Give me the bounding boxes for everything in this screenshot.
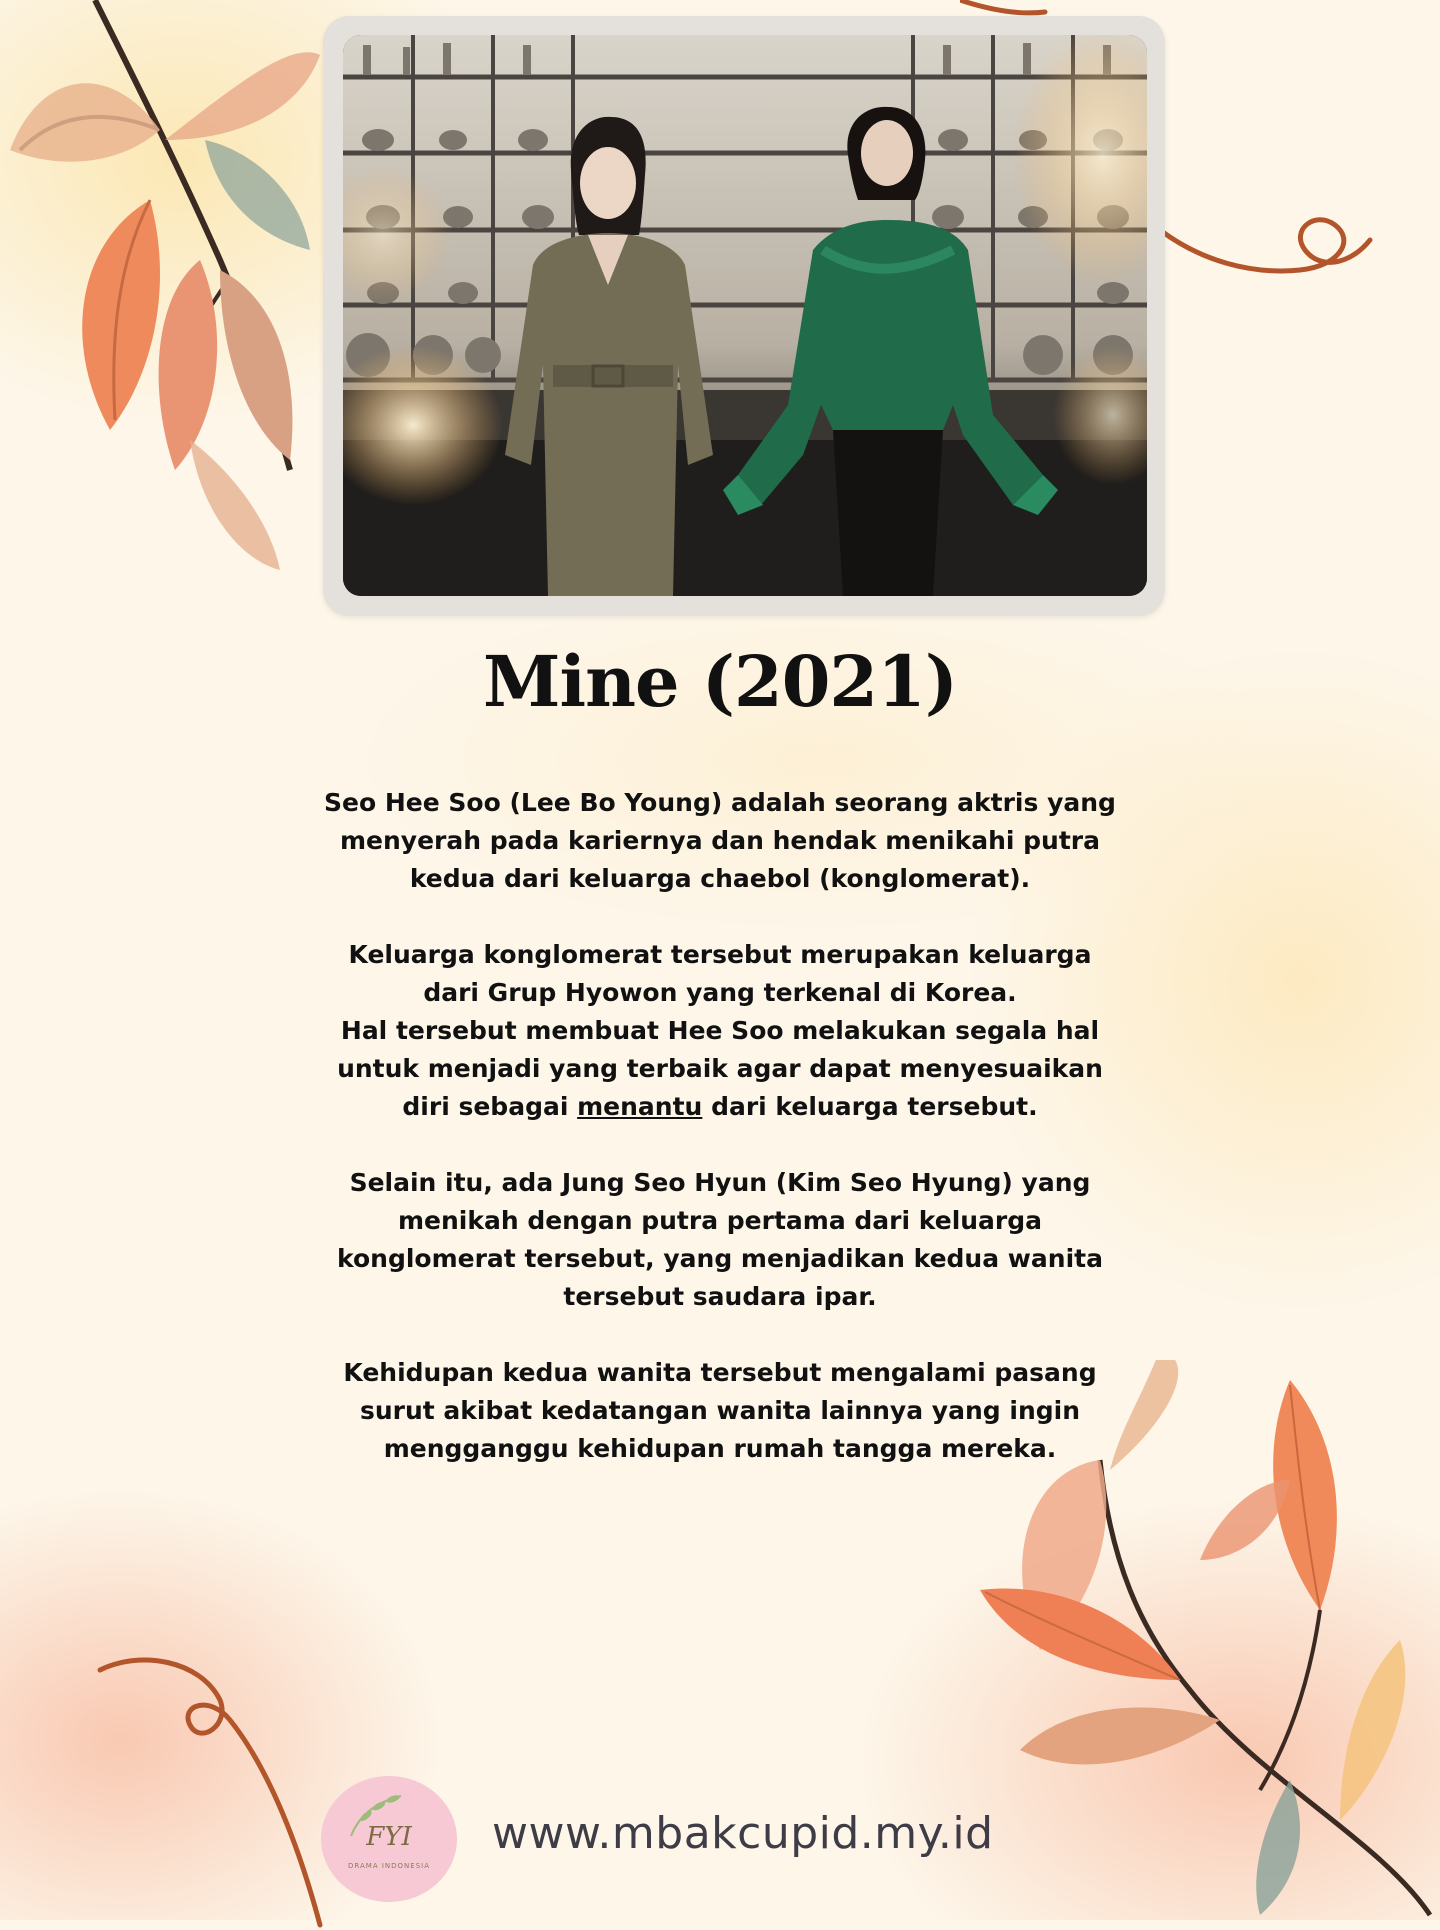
badge-text: FYI [366, 1822, 412, 1852]
page-title: Mine (2021) [483, 640, 957, 723]
fyi-logo-icon [321, 1776, 457, 1902]
vine-swirl-icon [80, 1650, 340, 1930]
poster-photo-illustration [343, 35, 1147, 596]
underlined-word: menantu [577, 1092, 703, 1121]
synopsis-paragraph: Kehidupan kedua wanita tersebut mengalami pasang surut akibat kedatangan wanita lainnya yang ingin mengganggu kehidupan rumah tangga mereka. [343, 1358, 1097, 1463]
leaf-branch-icon [0, 0, 330, 580]
poster-photo-frame [323, 16, 1165, 616]
synopsis-line: dari keluarga tersebut. [702, 1092, 1038, 1121]
synopsis-paragraph [320, 936, 1120, 1126]
badge-subtext: DRAMA INDONESIA [348, 1862, 430, 1870]
synopsis-paragraph: Seo Hee Soo (Lee Bo Young) adalah seorang aktris yang menyerah pada kariernya dan hendak menikahi putra kedua dari keluarga chaebol (konglomerat). [324, 788, 1116, 893]
synopsis [320, 784, 1120, 1506]
synopsis-line: Hal tersebut membuat Hee Soo melakukan segala hal untuk menjadi yang terbaik agar dapat menyesuaikan diri sebagai [337, 1016, 1103, 1121]
synopsis-paragraph: Selain itu, ada Jung Seo Hyun (Kim Seo Hyung) yang menikah dengan putra pertama dari keluarga konglomerat tersebut, yang menjadikan kedua wanita tersebut saudara ipar. [337, 1168, 1103, 1311]
vine-swirl-icon [1160, 180, 1380, 300]
synopsis-line: Keluarga konglomerat tersebut merupakan keluarga dari Grup Hyowon yang terkenal di Korea. [348, 940, 1092, 1007]
poster-photo [343, 35, 1147, 596]
website-url[interactable]: www.mbakcupid.my.id [492, 1808, 994, 1859]
